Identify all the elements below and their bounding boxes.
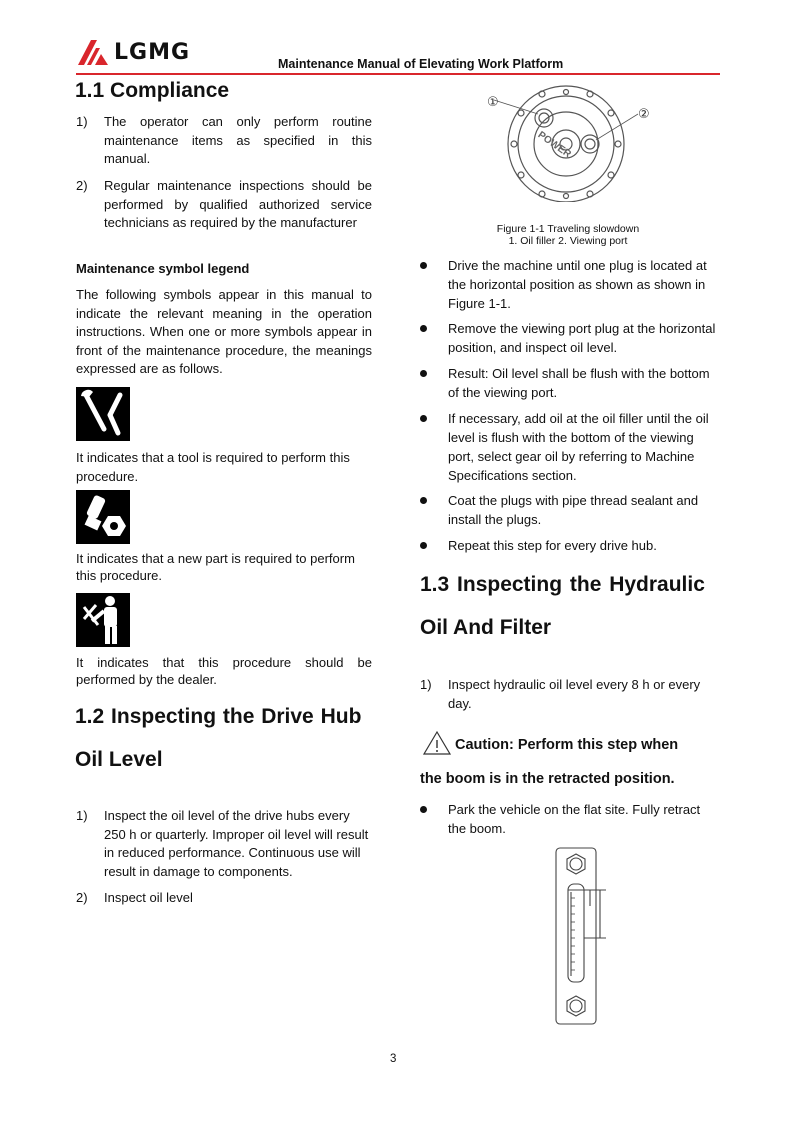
page-number: 3 [390, 1053, 397, 1065]
bullet-text: Park the vehicle on the flat site. Fully retract the boom. [448, 802, 701, 836]
caution-text: Caution: Perform this step when [455, 737, 679, 753]
list-text: Inspect the oil level of the drive hubs every 250 h or quarterly. Improper oil level will result in reduced performance. Continuous use will result in damage to components. [104, 808, 369, 879]
list-text: Inspect hydraulic oil level every 8 h or every day. [448, 677, 701, 711]
hub-text: POWER [535, 129, 573, 161]
section-1-3-heading-cont: Oil And Filter [420, 616, 552, 639]
header-rule [76, 73, 720, 75]
bullet-text: If necessary, add oil at the oil filler until the oil level is flush with the bottom of the viewing port, select gear oil by referring to Machine Specifications section. [448, 411, 709, 483]
bullet-icon [420, 542, 427, 549]
tools-icon [76, 387, 130, 441]
lgmg-logo [76, 38, 216, 66]
list-number: 2) [76, 890, 88, 905]
figure-caption-legend: 1. Oil filler 2. Viewing port [508, 235, 628, 247]
bullet-text: Drive the machine until one plug is located at the horizontal position as shown as shown in Figure 1-1. [448, 258, 707, 311]
bullet-text: Remove the viewing port plug at the horizontal position, and inspect oil level. [448, 321, 716, 355]
bullet-text: Repeat this step for every drive hub. [448, 538, 657, 553]
bullet-text: Coat the plugs with pipe thread sealant and install the plugs. [448, 493, 699, 527]
bullet-text: Result: Oil level shall be flush with the bottom of the viewing port. [448, 366, 710, 400]
drive-hub-figure [478, 82, 668, 202]
new-part-icon [76, 490, 130, 544]
bullet-icon [420, 262, 427, 269]
section-1-2-heading-cont: Oil Level [75, 748, 163, 771]
bullet-icon [420, 806, 427, 813]
bullet-icon [420, 325, 427, 332]
list-number: 2) [76, 178, 88, 193]
list-number: 1) [76, 808, 88, 823]
legend-intro: The following symbols appear in this manual to indicate the relevant meaning in the operation instructions. When one or more symbols appear in front of the maintenance procedure, the meanings expressed are as follows. [76, 287, 372, 376]
section-1-2-heading: 1.2 Inspecting the Drive Hub [75, 705, 362, 728]
callout-1: ① [487, 95, 499, 110]
symbol-text: It indicates that this procedure should be performed by the dealer. [76, 655, 372, 687]
caution-icon [422, 730, 452, 756]
drive-hub-diagram [478, 82, 668, 202]
bullet-icon [420, 497, 427, 504]
section-1-3-heading: 1.3 Inspecting the Hydraulic [420, 573, 705, 596]
oil-sight-gauge-diagram [552, 846, 614, 1026]
logo-text: LGMG [114, 40, 191, 65]
figure-caption-title: Figure 1-1 Traveling slowdown [496, 223, 640, 235]
bullet-icon [420, 370, 427, 377]
list-number: 1) [76, 114, 88, 129]
logo-mark-icon [76, 38, 110, 66]
bullet-icon [420, 415, 427, 422]
legend-title: Maintenance symbol legend [76, 261, 250, 276]
callout-2: ② [638, 107, 650, 122]
dealer-icon [76, 593, 130, 647]
oil-sight-gauge-figure [552, 846, 614, 1026]
caution-text-cont: the boom is in the retracted position. [420, 771, 675, 787]
symbol-text: It indicates that a new part is required to perform this procedure. [76, 551, 355, 583]
list-number: 1) [420, 677, 432, 692]
header-title: Maintenance Manual of Elevating Work Platform [278, 57, 564, 71]
list-text: The operator can only perform routine maintenance items as specified in this manual. [104, 114, 372, 166]
list-text: Regular maintenance inspections should be performed by qualified authorized service technicians as required by the manufacturer [104, 178, 372, 230]
symbol-text: It indicates that a tool is required to perform this procedure. [76, 450, 350, 484]
list-text: Inspect oil level [104, 890, 193, 905]
figure-caption [448, 223, 688, 247]
section-1-1-heading: 1.1 Compliance [75, 79, 230, 102]
